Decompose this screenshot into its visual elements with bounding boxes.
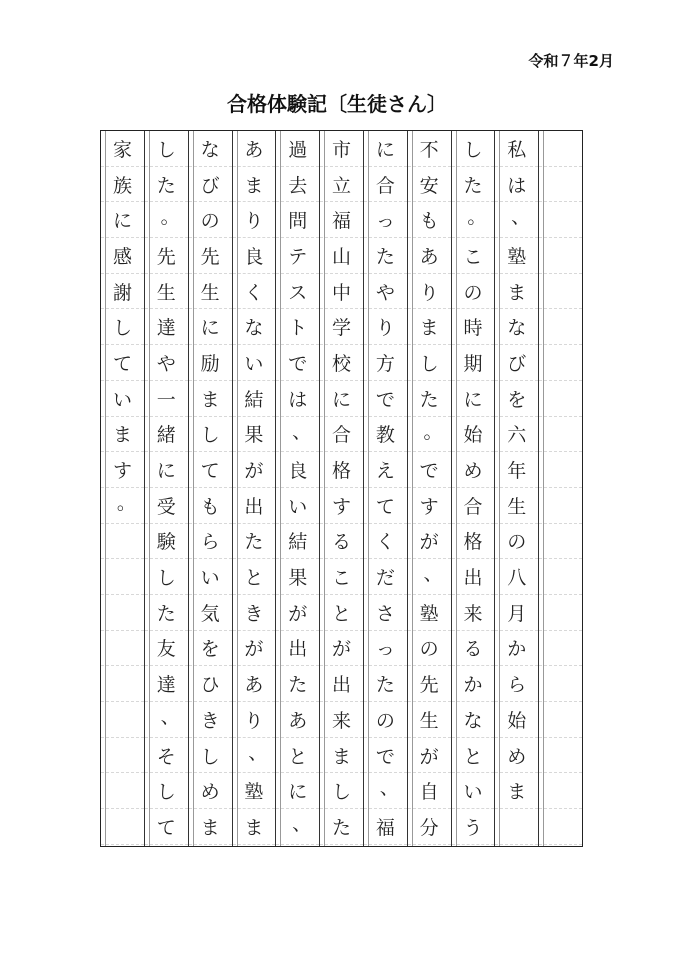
grid-cell <box>539 309 582 345</box>
manuscript-column <box>232 131 276 846</box>
manuscript-column <box>319 131 363 846</box>
manuscript-column <box>363 131 407 846</box>
grid-cell: ら <box>495 666 538 702</box>
grid-cell: 、 <box>276 809 319 845</box>
grid-cell: も <box>408 202 451 238</box>
grid-cell <box>101 666 144 702</box>
grid-cell: も <box>189 488 232 524</box>
grid-cell: 分 <box>408 809 451 845</box>
grid-cell: 福 <box>320 202 363 238</box>
grid-cell: と <box>320 595 363 631</box>
grid-cell <box>101 631 144 667</box>
grid-cell: 塾 <box>233 773 276 809</box>
grid-cell: 謝 <box>101 274 144 310</box>
grid-cell: 結 <box>233 381 276 417</box>
grid-cell: の <box>452 274 495 310</box>
manuscript-column <box>451 131 495 846</box>
grid-cell: め <box>189 773 232 809</box>
grid-cell: 福 <box>364 809 407 845</box>
grid-cell <box>539 524 582 560</box>
grid-cell: り <box>233 702 276 738</box>
grid-cell: め <box>452 452 495 488</box>
grid-cell: こ <box>452 238 495 274</box>
grid-cell: ま <box>233 809 276 845</box>
grid-cell: は <box>276 381 319 417</box>
grid-cell: 六 <box>495 417 538 453</box>
grid-cell: ま <box>189 809 232 845</box>
grid-cell <box>101 524 144 560</box>
grid-cell: 結 <box>276 524 319 560</box>
grid-cell: 格 <box>452 524 495 560</box>
grid-cell: 出 <box>233 488 276 524</box>
grid-cell: 出 <box>452 559 495 595</box>
grid-cell: 格 <box>320 452 363 488</box>
grid-cell: 家 <box>101 131 144 167</box>
grid-cell: 期 <box>452 345 495 381</box>
grid-cell: を <box>495 381 538 417</box>
grid-cell: 中 <box>320 274 363 310</box>
grid-cell: や <box>145 345 188 381</box>
grid-cell: あ <box>233 666 276 702</box>
grid-cell: え <box>364 452 407 488</box>
grid-cell <box>495 809 538 845</box>
grid-cell: し <box>408 345 451 381</box>
grid-cell <box>539 381 582 417</box>
grid-cell: 先 <box>145 238 188 274</box>
grid-cell: り <box>364 309 407 345</box>
grid-cell: 去 <box>276 167 319 203</box>
grid-cell: で <box>364 738 407 774</box>
grid-cell: び <box>495 345 538 381</box>
grid-cell: し <box>189 417 232 453</box>
grid-cell: 問 <box>276 202 319 238</box>
grid-cell: ま <box>233 167 276 203</box>
grid-cell <box>539 702 582 738</box>
grid-cell: た <box>364 666 407 702</box>
grid-cell: は <box>495 167 538 203</box>
grid-cell: 良 <box>276 452 319 488</box>
grid-cell <box>101 738 144 774</box>
grid-cell: い <box>452 773 495 809</box>
grid-cell: き <box>233 595 276 631</box>
grid-cell: し <box>145 131 188 167</box>
grid-cell: 始 <box>495 702 538 738</box>
grid-cell: ま <box>189 381 232 417</box>
manuscript-sheet <box>100 130 583 847</box>
grid-cell: し <box>145 773 188 809</box>
grid-cell: だ <box>364 559 407 595</box>
grid-cell: ひ <box>189 666 232 702</box>
grid-cell: 自 <box>408 773 451 809</box>
grid-cell: と <box>452 738 495 774</box>
grid-cell: 、 <box>364 773 407 809</box>
grid-cell: ま <box>495 274 538 310</box>
grid-cell: 。 <box>408 417 451 453</box>
grid-cell: に <box>276 773 319 809</box>
grid-cell: で <box>276 345 319 381</box>
grid-cell: 達 <box>145 666 188 702</box>
grid-cell: 来 <box>452 595 495 631</box>
grid-cell: 受 <box>145 488 188 524</box>
grid-cell <box>539 238 582 274</box>
grid-cell <box>539 773 582 809</box>
grid-cell: 合 <box>452 488 495 524</box>
grid-cell: 励 <box>189 345 232 381</box>
grid-cell: 、 <box>276 417 319 453</box>
grid-cell: 良 <box>233 238 276 274</box>
grid-cell: 感 <box>101 238 144 274</box>
grid-cell <box>539 488 582 524</box>
grid-cell <box>539 131 582 167</box>
grid-cell: 、 <box>145 702 188 738</box>
grid-cell <box>539 417 582 453</box>
grid-cell: り <box>408 274 451 310</box>
grid-cell: 不 <box>408 131 451 167</box>
grid-cell: を <box>189 631 232 667</box>
grid-cell: が <box>233 631 276 667</box>
grid-cell: た <box>320 809 363 845</box>
grid-cell: て <box>101 345 144 381</box>
grid-cell: し <box>145 559 188 595</box>
grid-cell: 山 <box>320 238 363 274</box>
grid-cell: 来 <box>320 702 363 738</box>
manuscript-column <box>188 131 232 846</box>
grid-cell: 果 <box>276 559 319 595</box>
grid-cell: 生 <box>495 488 538 524</box>
grid-cell: う <box>452 809 495 845</box>
grid-cell <box>539 345 582 381</box>
grid-cell: と <box>276 738 319 774</box>
grid-cell: 学 <box>320 309 363 345</box>
grid-cell: に <box>101 202 144 238</box>
grid-cell: て <box>364 488 407 524</box>
grid-cell: や <box>364 274 407 310</box>
grid-cell: り <box>233 202 276 238</box>
grid-cell <box>539 809 582 845</box>
grid-cell: 友 <box>145 631 188 667</box>
grid-cell: 族 <box>101 167 144 203</box>
grid-cell: 合 <box>364 167 407 203</box>
grid-cell: て <box>145 809 188 845</box>
grid-cell: 。 <box>101 488 144 524</box>
grid-cell: に <box>364 131 407 167</box>
grid-cell: 、 <box>233 738 276 774</box>
grid-cell: か <box>495 631 538 667</box>
grid-cell: に <box>452 381 495 417</box>
grid-cell: な <box>452 702 495 738</box>
grid-cell: い <box>233 345 276 381</box>
grid-cell: あ <box>408 238 451 274</box>
grid-cell: 験 <box>145 524 188 560</box>
grid-cell: な <box>233 309 276 345</box>
grid-cell: 気 <box>189 595 232 631</box>
grid-cell: の <box>364 702 407 738</box>
grid-cell: 合 <box>320 417 363 453</box>
grid-cell <box>101 595 144 631</box>
grid-cell: た <box>145 167 188 203</box>
grid-cell: に <box>189 309 232 345</box>
grid-cell: ト <box>276 309 319 345</box>
manuscript-column <box>144 131 188 846</box>
grid-cell: ま <box>408 309 451 345</box>
grid-cell: 年 <box>495 452 538 488</box>
grid-cell: で <box>408 452 451 488</box>
grid-cell: し <box>189 738 232 774</box>
grid-cell: 教 <box>364 417 407 453</box>
grid-cell: が <box>408 738 451 774</box>
grid-cell: す <box>101 452 144 488</box>
grid-cell <box>101 809 144 845</box>
grid-cell: な <box>495 309 538 345</box>
grid-cell <box>539 559 582 595</box>
grid-cell: た <box>276 666 319 702</box>
grid-cell: た <box>233 524 276 560</box>
grid-cell <box>101 773 144 809</box>
grid-cell: 立 <box>320 167 363 203</box>
grid-cell <box>539 274 582 310</box>
grid-cell: い <box>101 381 144 417</box>
grid-cell: 過 <box>276 131 319 167</box>
grid-cell <box>539 666 582 702</box>
grid-cell: 達 <box>145 309 188 345</box>
manuscript-column <box>275 131 319 846</box>
grid-cell: あ <box>233 131 276 167</box>
grid-cell: そ <box>145 738 188 774</box>
manuscript-column <box>538 131 582 846</box>
grid-cell: こ <box>320 559 363 595</box>
grid-cell <box>539 167 582 203</box>
manuscript-column <box>494 131 538 846</box>
grid-cell: 生 <box>145 274 188 310</box>
grid-cell: い <box>189 559 232 595</box>
grid-cell: す <box>320 488 363 524</box>
grid-cell: な <box>189 131 232 167</box>
grid-cell: た <box>364 238 407 274</box>
grid-cell: 月 <box>495 595 538 631</box>
grid-cell: の <box>408 631 451 667</box>
grid-cell: 始 <box>452 417 495 453</box>
grid-cell: び <box>189 167 232 203</box>
grid-cell: く <box>364 524 407 560</box>
manuscript-column <box>407 131 451 846</box>
grid-cell: る <box>452 631 495 667</box>
grid-cell: 塾 <box>408 595 451 631</box>
grid-cell: の <box>189 202 232 238</box>
grid-cell: あ <box>276 702 319 738</box>
grid-cell: た <box>408 381 451 417</box>
grid-cell: て <box>189 452 232 488</box>
grid-cell: 出 <box>320 666 363 702</box>
grid-cell: ま <box>495 773 538 809</box>
grid-cell: し <box>452 131 495 167</box>
grid-cell <box>539 452 582 488</box>
grid-cell: で <box>364 381 407 417</box>
grid-cell: 先 <box>189 238 232 274</box>
grid-cell: が <box>276 595 319 631</box>
grid-cell: っ <box>364 631 407 667</box>
page-title: 合格体験記〔生徒さん〕 <box>227 92 447 116</box>
grid-cell <box>539 631 582 667</box>
grid-cell: く <box>233 274 276 310</box>
grid-cell: 塾 <box>495 238 538 274</box>
grid-cell: か <box>452 666 495 702</box>
grid-cell: 、 <box>495 202 538 238</box>
date-label: 令和７年2月 <box>528 52 614 70</box>
grid-cell: 安 <box>408 167 451 203</box>
grid-cell: る <box>320 524 363 560</box>
grid-cell: き <box>189 702 232 738</box>
grid-cell: 緒 <box>145 417 188 453</box>
grid-cell: に <box>145 452 188 488</box>
grid-cell: 校 <box>320 345 363 381</box>
grid-cell: め <box>495 738 538 774</box>
grid-cell <box>539 595 582 631</box>
grid-cell: 生 <box>189 274 232 310</box>
grid-cell: 、 <box>408 559 451 595</box>
grid-cell: 。 <box>145 202 188 238</box>
grid-cell: 果 <box>233 417 276 453</box>
grid-cell <box>539 202 582 238</box>
grid-cell: す <box>408 488 451 524</box>
grid-cell <box>101 702 144 738</box>
grid-cell: さ <box>364 595 407 631</box>
grid-cell: 出 <box>276 631 319 667</box>
grid-cell: 市 <box>320 131 363 167</box>
manuscript-column <box>101 131 144 846</box>
grid-cell: ま <box>101 417 144 453</box>
grid-cell: 私 <box>495 131 538 167</box>
grid-cell: 生 <box>408 702 451 738</box>
grid-cell: 先 <box>408 666 451 702</box>
grid-cell: 。 <box>452 202 495 238</box>
grid-cell: ま <box>320 738 363 774</box>
grid-cell: し <box>101 309 144 345</box>
grid-cell: た <box>452 167 495 203</box>
grid-cell: 一 <box>145 381 188 417</box>
grid-cell: っ <box>364 202 407 238</box>
grid-cell: に <box>320 381 363 417</box>
grid-cell: ス <box>276 274 319 310</box>
grid-cell <box>539 738 582 774</box>
grid-cell: 方 <box>364 345 407 381</box>
grid-cell: が <box>233 452 276 488</box>
grid-cell <box>101 559 144 595</box>
grid-cell: 時 <box>452 309 495 345</box>
grid-cell: い <box>276 488 319 524</box>
grid-cell: が <box>408 524 451 560</box>
grid-cell: と <box>233 559 276 595</box>
grid-cell: の <box>495 524 538 560</box>
grid-cell: ら <box>189 524 232 560</box>
grid-cell: テ <box>276 238 319 274</box>
grid-cell: し <box>320 773 363 809</box>
grid-cell: が <box>320 631 363 667</box>
grid-cell: 八 <box>495 559 538 595</box>
grid-cell: た <box>145 595 188 631</box>
